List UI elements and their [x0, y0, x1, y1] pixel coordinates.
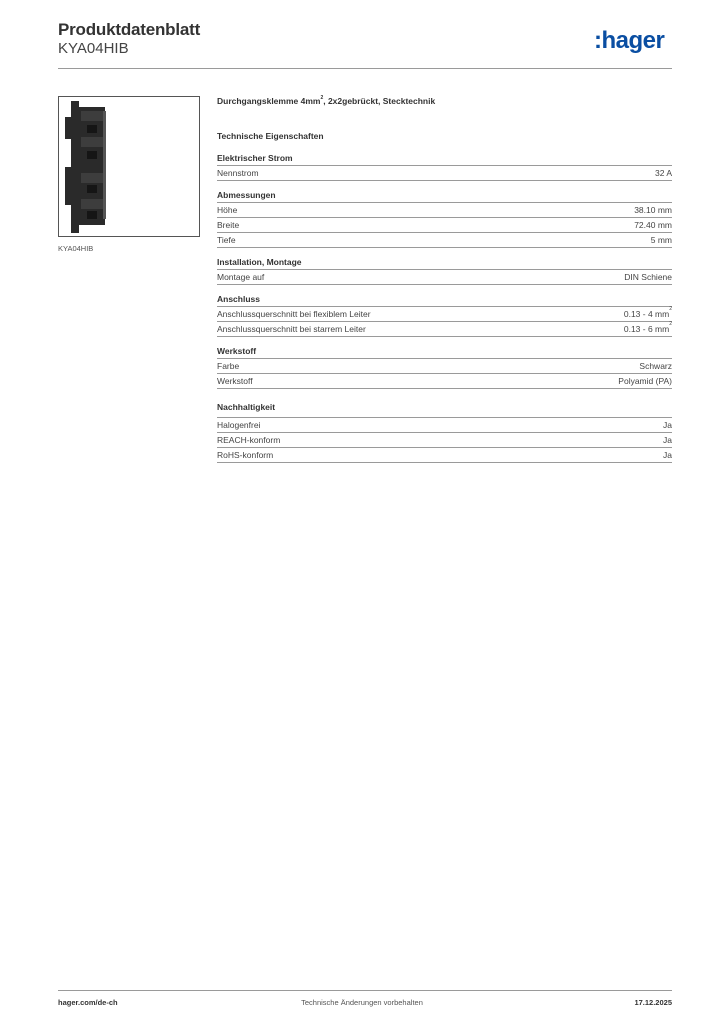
row-value: 5 mm	[650, 235, 672, 245]
row-value: 32 A	[654, 168, 672, 178]
row-label: Anschlussquerschnitt bei flexiblem Leiter	[217, 309, 371, 319]
product-code: KYA04HIB	[58, 40, 129, 57]
row-value: Ja	[663, 420, 672, 430]
product-details	[217, 96, 672, 463]
footer-website-link[interactable]: hager.com/de-ch	[58, 998, 118, 1007]
row-label: RoHS-konform	[217, 450, 274, 460]
row-label: Höhe	[217, 205, 238, 215]
table-row	[217, 270, 672, 285]
table-row	[217, 418, 672, 433]
row-label: Anschlussquerschnitt bei starrem Leiter	[217, 324, 366, 334]
table-row	[217, 218, 672, 233]
group-title: Abmessungen	[217, 190, 672, 203]
section-heading: Technische Eigenschaften	[217, 131, 324, 141]
group-elektrischer-strom	[217, 153, 672, 181]
group-title: Elektrischer Strom	[217, 153, 672, 166]
table-row	[217, 322, 672, 337]
group-werkstoff	[217, 346, 672, 389]
footer-notice: Technische Änderungen vorbehalten	[301, 998, 423, 1007]
group-abmessungen	[217, 190, 672, 248]
row-label: Halogenfrei	[217, 420, 261, 430]
row-value: 38.10 mm	[634, 205, 672, 215]
group-title: Anschluss	[217, 294, 672, 307]
row-label: Montage auf	[217, 272, 265, 282]
footer-divider	[58, 990, 672, 991]
table-row	[217, 359, 672, 374]
page-title: Produktdatenblatt	[58, 20, 201, 39]
row-value-superscript: 2	[669, 321, 672, 327]
group-anschluss	[217, 294, 672, 337]
group-title: Nachhaltigkeit	[217, 402, 672, 418]
row-value: DIN Schiene	[624, 272, 672, 282]
row-value	[624, 307, 672, 321]
hager-logo-text: :hager	[594, 27, 665, 54]
table-row	[217, 448, 672, 463]
row-value-text: 0.13 - 4 mm	[623, 309, 670, 319]
row-value-superscript: 2	[669, 306, 672, 312]
row-label: Nennstrom	[217, 168, 259, 178]
table-row	[217, 374, 672, 389]
description-suffix: , 2x2gebrückt, Stecktechnik	[323, 96, 436, 106]
row-value: 72.40 mm	[634, 220, 672, 230]
terminal-block-image	[59, 97, 199, 236]
row-label: Tiefe	[217, 235, 236, 245]
row-value: Ja	[663, 435, 672, 445]
table-row	[217, 203, 672, 218]
table-row	[217, 166, 672, 181]
product-image-caption: KYA04HIB	[58, 244, 94, 253]
group-title: Werkstoff	[217, 346, 672, 359]
product-image	[58, 96, 200, 237]
row-value-text: 0.13 - 6 mm	[623, 324, 670, 334]
row-value: Polyamid (PA)	[618, 376, 672, 386]
hager-logo	[594, 26, 674, 56]
description-superscript: 2	[320, 95, 324, 101]
product-description	[217, 96, 672, 110]
table-row	[217, 307, 672, 322]
row-value: Ja	[663, 450, 672, 460]
row-label: REACH-konform	[217, 435, 281, 445]
row-label: Farbe	[217, 361, 240, 371]
table-row	[217, 433, 672, 448]
row-label: Breite	[217, 220, 240, 230]
group-nachhaltigkeit	[217, 402, 672, 463]
header-divider	[58, 68, 672, 69]
group-installation-montage	[217, 257, 672, 285]
description-prefix: Durchgangsklemme 4mm	[217, 96, 321, 106]
table-row	[217, 233, 672, 248]
group-title: Installation, Montage	[217, 257, 672, 270]
row-label: Werkstoff	[217, 376, 253, 386]
row-value: Schwarz	[639, 361, 672, 371]
footer-date: 17.12.2025	[634, 998, 672, 1007]
row-value	[624, 322, 672, 336]
